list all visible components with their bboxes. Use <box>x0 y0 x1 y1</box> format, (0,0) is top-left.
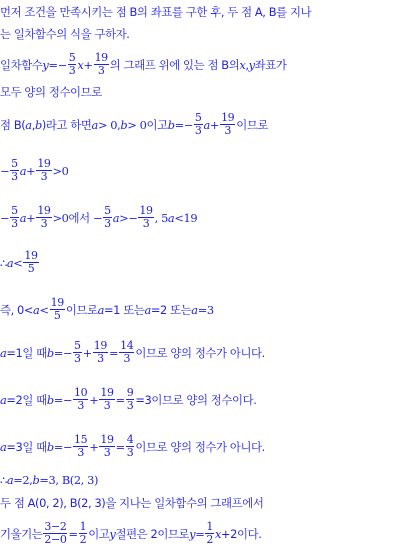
line-case-a2 <box>0 387 256 412</box>
line-final-answer: 기울기는 $\frac{3-2}{2-0}$ = $\frac{1}{2}$ 이고 y 절편은 2이므로 y = $\frac{1}{2}$ x +2이다. <box>0 520 262 546</box>
var-a: a <box>33 302 40 317</box>
var-y: y <box>109 526 116 541</box>
var-x: x <box>239 57 246 72</box>
var-a: a <box>97 302 105 317</box>
var-a: a <box>144 302 151 317</box>
line-therefore-a <box>0 250 40 275</box>
text: 이므로 양의 정수가 아니다. <box>135 345 265 360</box>
text: 일차함수 <box>0 57 43 72</box>
line-graph-through <box>0 495 263 511</box>
text: 모두 양의 정수이므로 <box>0 85 102 99</box>
text: ∴ <box>0 473 7 487</box>
fraction-5-3: $\frac{5}{3}$ <box>74 339 81 365</box>
text: + <box>209 117 220 132</box>
fraction-1-2: $\frac{1}{2}$ <box>206 520 213 546</box>
text: 이므로 양의 정수가 아니다. <box>135 439 265 454</box>
line-inequality-1 <box>0 158 69 183</box>
text: =3일 때 <box>6 439 47 454</box>
text: =− <box>174 117 193 132</box>
line-intro-1 <box>0 4 311 20</box>
text: 좌표가 <box>254 57 287 72</box>
fraction-5-3: $\frac{5}{3}$ <box>11 204 18 230</box>
var-b: b <box>34 117 42 132</box>
text: >0에서 − <box>52 210 103 225</box>
text: , <box>31 117 35 132</box>
fraction-19-3: $\frac{19}{3}$ <box>93 339 107 365</box>
text: < <box>39 302 49 317</box>
text: =− <box>53 392 73 407</box>
text: >− <box>119 210 138 225</box>
line-function-def <box>0 52 286 77</box>
fraction-5-3: $\frac{5}{3}$ <box>11 157 18 183</box>
var-a: a <box>0 439 7 454</box>
fraction-19-5: $\frac{19}{5}$ <box>50 296 64 322</box>
text: 즉, 0< <box>0 302 34 317</box>
text: =3, B(2, 3) <box>39 473 99 487</box>
text: 기울기는 <box>0 526 43 541</box>
text: + <box>89 392 99 407</box>
line-cases <box>0 297 214 322</box>
var-b: b <box>32 473 40 487</box>
var-b: b <box>167 117 175 132</box>
text: 두 점 A(0, 2), B(2, 3)을 지나는 일차함수의 그래프에서 <box>0 496 264 510</box>
var-a: a <box>6 473 14 487</box>
fraction-14-3: $\frac{14}{3}$ <box>120 339 134 365</box>
text: + <box>26 163 36 178</box>
text: ∴ <box>0 255 7 270</box>
line-point-b <box>0 112 268 137</box>
text: = <box>109 345 119 360</box>
var-x: x <box>214 526 222 541</box>
text: + <box>89 439 99 454</box>
var-a: a <box>0 392 7 407</box>
text: − <box>0 210 10 225</box>
intro-text-1: 먼저 조건을 만족시키는 점 B의 좌표를 구한 후, 두 점 A, B를 지나 <box>0 5 312 19</box>
text: 이고 <box>88 526 110 541</box>
var-a: a <box>167 210 175 225</box>
text: , 5 <box>154 210 168 225</box>
text: =− <box>53 345 73 360</box>
var-x: x <box>77 57 84 72</box>
fraction-1-2: $\frac{1}{2}$ <box>79 520 87 546</box>
text: > 0, <box>97 117 121 132</box>
fraction-19-3: $\frac{19}{3}$ <box>100 386 114 412</box>
var-a: a <box>191 302 198 317</box>
text: = <box>115 439 125 454</box>
text: 의 그래프 위에 있는 점 B의 <box>109 57 240 72</box>
var-b: b <box>120 117 128 132</box>
line-condition <box>0 84 102 100</box>
fraction-19-3: $\frac{19}{3}$ <box>100 433 114 459</box>
text: + <box>26 210 36 225</box>
text: + <box>83 57 93 72</box>
fraction-5-3: $\frac{5}{3}$ <box>194 111 202 137</box>
fraction-19-3: $\frac{19}{3}$ <box>94 51 108 77</box>
var-a: a <box>19 163 27 178</box>
var-a: a <box>112 210 120 225</box>
fraction-slope: $\frac{3-2}{2-0}$ <box>44 520 67 546</box>
text: =2 또는 <box>150 302 192 317</box>
text: 점 B( <box>0 117 26 132</box>
intro-text-2: 는 일차함수의 식을 구하자. <box>0 27 130 41</box>
fraction-5-3: $\frac{5}{3}$ <box>68 51 76 77</box>
text: < <box>13 255 23 270</box>
text: +2이다. <box>221 526 262 541</box>
text: )라고 하면 <box>41 117 92 132</box>
fraction-19-5: $\frac{19}{5}$ <box>24 249 38 275</box>
fraction-19-3: $\frac{19}{3}$ <box>139 204 153 230</box>
text: 이므로 <box>65 302 98 317</box>
fraction-10-3: $\frac{10}{3}$ <box>74 386 88 412</box>
fraction-19-3: $\frac{19}{3}$ <box>221 111 235 137</box>
text: > 0이고 <box>127 117 168 132</box>
text: = <box>195 526 205 541</box>
var-y: y <box>42 57 49 72</box>
var-a: a <box>0 345 7 360</box>
line-case-a3 <box>0 434 265 459</box>
text: , <box>245 57 249 72</box>
line-case-a1 <box>0 340 265 365</box>
text: =2, <box>13 473 33 487</box>
text: =− <box>48 57 67 72</box>
text: 이므로 <box>236 117 269 132</box>
var-y: y <box>248 57 255 72</box>
fraction-5-3: $\frac{5}{3}$ <box>104 204 111 230</box>
var-b: b <box>46 345 54 360</box>
fraction-19-3: $\frac{19}{3}$ <box>37 204 51 230</box>
text: =3이므로 양의 정수이다. <box>135 392 257 407</box>
var-a: a <box>25 117 32 132</box>
line-inequality-2 <box>0 205 197 230</box>
var-a: a <box>6 255 14 270</box>
text: <19 <box>174 210 198 225</box>
fraction-9-3: $\frac{9}{3}$ <box>126 386 134 412</box>
var-y: y <box>189 526 196 541</box>
var-a: a <box>91 117 98 132</box>
line-result <box>0 473 98 487</box>
text: − <box>0 163 10 178</box>
text: + <box>82 345 92 360</box>
var-a: a <box>203 117 210 132</box>
text: =3 <box>197 302 214 317</box>
text: =1 또는 <box>104 302 145 317</box>
text: 절편은 2이므로 <box>115 526 190 541</box>
text: = <box>115 392 125 407</box>
text: =− <box>53 439 73 454</box>
text: >0 <box>52 163 69 178</box>
text: =1일 때 <box>6 345 47 360</box>
fraction-19-3: $\frac{19}{3}$ <box>37 157 51 183</box>
var-b: b <box>46 392 54 407</box>
var-a: a <box>19 210 27 225</box>
line-intro-2 <box>0 26 130 42</box>
fraction-4-3: $\frac{4}{3}$ <box>126 433 134 459</box>
text: =2일 때 <box>6 392 47 407</box>
fraction-15-3: $\frac{15}{3}$ <box>74 433 88 459</box>
var-b: b <box>46 439 54 454</box>
